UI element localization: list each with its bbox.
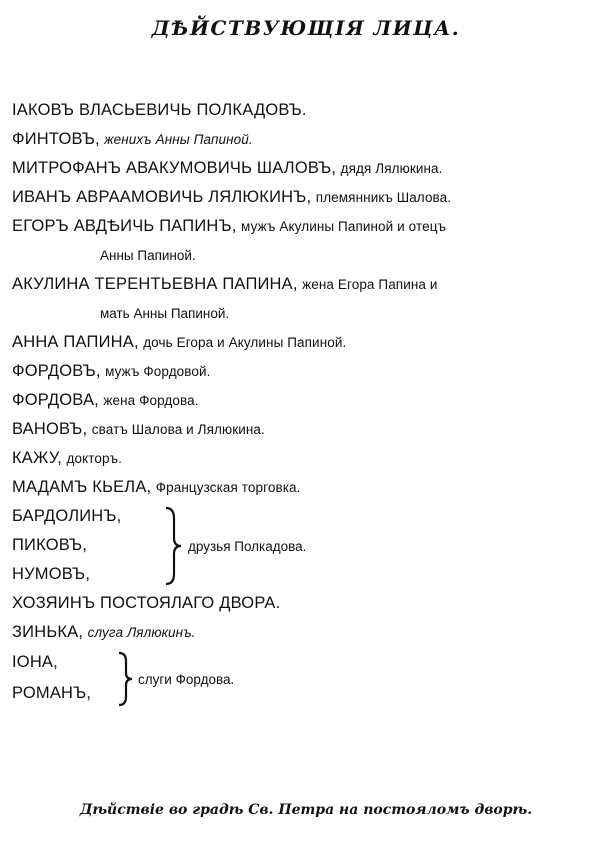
character-name: ЕГОРЪ АВДѢИЧЬ ПАПИНЪ, [12, 217, 237, 235]
character-description: Французская торговка. [155, 480, 301, 495]
character-name: МАДАМЪ КЬЕЛА, [12, 478, 152, 496]
cast-entry [12, 678, 602, 709]
character-description: племянникъ Шалова. [315, 190, 452, 205]
character-name: БАРДОЛИНЪ, [12, 507, 122, 525]
friends-brace-group [162, 506, 306, 586]
character-name: ЗИНЬКА, [12, 623, 84, 641]
servants-brace-group [116, 651, 234, 707]
character-description-continued: Анны Папиной. [100, 248, 196, 263]
character-name: ФИНТОВЪ, [12, 130, 100, 148]
character-description: мужъ Акулины Папиной и отецъ [241, 219, 447, 234]
cast-list [12, 96, 602, 709]
servants-label: слуги Фордова. [138, 671, 235, 687]
cast-entry [12, 618, 602, 647]
character-description: дочь Егора и Акулины Папиной. [143, 335, 347, 350]
cast-entry [12, 589, 602, 618]
setting-note: Дѣйствіе во градѣ Св. Петра на постояломъ дворѣ. [79, 802, 533, 818]
cast-entry [12, 183, 602, 212]
cast-entry [12, 560, 602, 589]
character-name: КАЖУ, [12, 449, 63, 467]
friends-group [12, 502, 602, 589]
character-description: женихъ Анны Папиной. [104, 132, 253, 147]
character-description: слуга Лялюкинъ. [87, 625, 196, 640]
cast-entry [12, 647, 602, 678]
right-brace-icon [116, 651, 134, 707]
character-name: АННА ПАПИНА, [12, 333, 139, 351]
cast-entry [12, 531, 602, 560]
page-title: ДѢЙСТВУЮЩІЯ ЛИЦА. [151, 16, 461, 40]
character-name: АКУЛИНА ТЕРЕНТЬЕВНА ПАПИНА, [12, 275, 298, 293]
cast-entry [12, 502, 602, 531]
character-description: докторъ. [66, 451, 123, 466]
cast-entry [12, 212, 602, 270]
cast-entry [12, 444, 602, 473]
right-brace-icon [162, 506, 184, 586]
friends-label: друзья Полкадова. [188, 538, 307, 554]
character-description: жена Егора Папина и [302, 277, 438, 292]
character-name: РОМАНЪ, [12, 684, 92, 702]
character-name: ФОРДОВА, [12, 391, 99, 409]
cast-entry [12, 154, 602, 183]
cast-entry [12, 415, 602, 444]
cast-entry [12, 270, 602, 328]
servants-group [12, 647, 602, 709]
character-name: ІАКОВЪ ВЛАСЬЕВИЧЬ ПОЛКАДОВЪ. [12, 101, 307, 119]
cast-entry [12, 96, 602, 125]
character-description: жена Фордова. [103, 393, 199, 408]
character-name: ВАНОВЪ, [12, 420, 88, 438]
character-name: ИВАНЪ АВРААМОВИЧЬ ЛЯЛЮКИНЪ, [12, 188, 312, 206]
cast-entry [12, 473, 602, 502]
character-description-continued: мать Анны Папиной. [100, 306, 230, 321]
cast-entry [12, 386, 602, 415]
character-description: сватъ Шалова и Лялюкина. [91, 422, 265, 437]
character-name: ПИКОВЪ, [12, 536, 88, 554]
cast-entry [12, 357, 602, 386]
character-name: НУМОВЪ, [12, 565, 91, 583]
character-name: ФОРДОВЪ, [12, 362, 101, 380]
cast-entry [12, 328, 602, 357]
cast-entry [12, 125, 602, 154]
character-name: МИТРОФАНЪ АВАКУМОВИЧЬ ШАЛОВЪ, [12, 159, 337, 177]
character-name: ІОНА, [12, 653, 58, 671]
character-name: ХОЗЯИНЪ ПОСТОЯЛАГО ДВОРА. [12, 594, 281, 612]
character-description: дядя Лялюкина. [340, 161, 443, 176]
character-description: мужъ Фордовой. [105, 364, 211, 379]
